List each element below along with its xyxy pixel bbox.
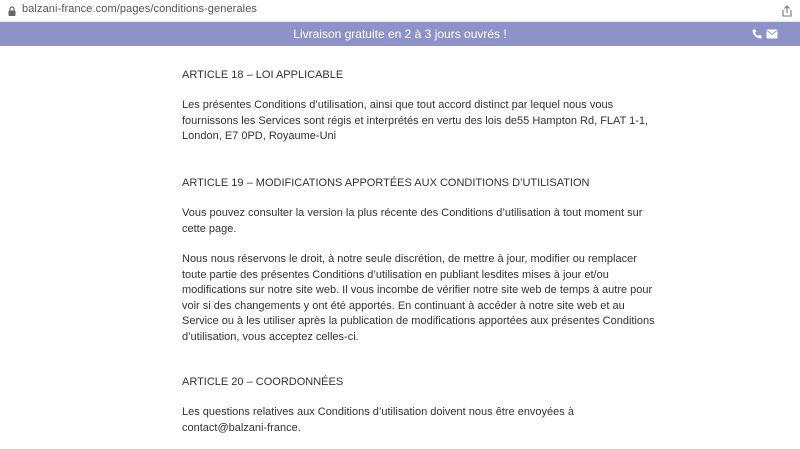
address-bar[interactable]	[0, 0, 800, 22]
article-20-heading: ARTICLE 20 – COORDONNÉES	[182, 376, 344, 388]
banner-text: Livraison gratuite en 2 à 3 jours ouvrés !	[293, 27, 507, 41]
announcement-banner	[0, 22, 800, 46]
lock-icon[interactable]	[6, 5, 18, 17]
phone-icon[interactable]	[751, 28, 763, 40]
article-19-paragraph-1: Vous pouvez consulter la version la plus récente des Conditions d’utilisation à tout moment sur cette page.	[182, 207, 643, 235]
article-18-heading: ARTICLE 18 – LOI APPLICABLE	[182, 69, 344, 81]
article-19-heading: ARTICLE 19 – MODIFICATIONS APPORTÉES AUX CONDITIONS D’UTILISATION	[182, 177, 590, 189]
url-text[interactable]: balzani-france.com/pages/conditions-generales	[22, 3, 258, 15]
share-icon[interactable]	[780, 4, 794, 18]
mail-icon[interactable]	[766, 29, 778, 39]
article-18-paragraph: Les présentes Conditions d’utilisation, ainsi que tout accord distinct par lequel nous vous fournissons les Services sont régis et interprétés en vertu des lois de55 Hampton Rd, FLAT 1-1, London, E7 0PD, Royaume-Uni	[182, 99, 649, 142]
article-19-paragraph-2: Nous nous réservons le droit, à notre seule discrétion, de mettre à jour, modifier ou remplacer toute partie des présentes Conditions d’utilisation en publiant lesdites mises à jour et/ou modifications sur notre site web. Il vous incombe de vérifier notre site web de temps à autre pour voir si des changements y ont été apportés. En continuant à accéder à notre site web et au Service ou à les utiliser après la publication de modifications apportées aux présentes Conditions d’utilisation, vous acceptez celles-ci.	[182, 253, 655, 343]
article-20-paragraph: Les questions relatives aux Conditions d’utilisation doivent nous être envoyées à contact@balzani-france.	[182, 406, 574, 434]
